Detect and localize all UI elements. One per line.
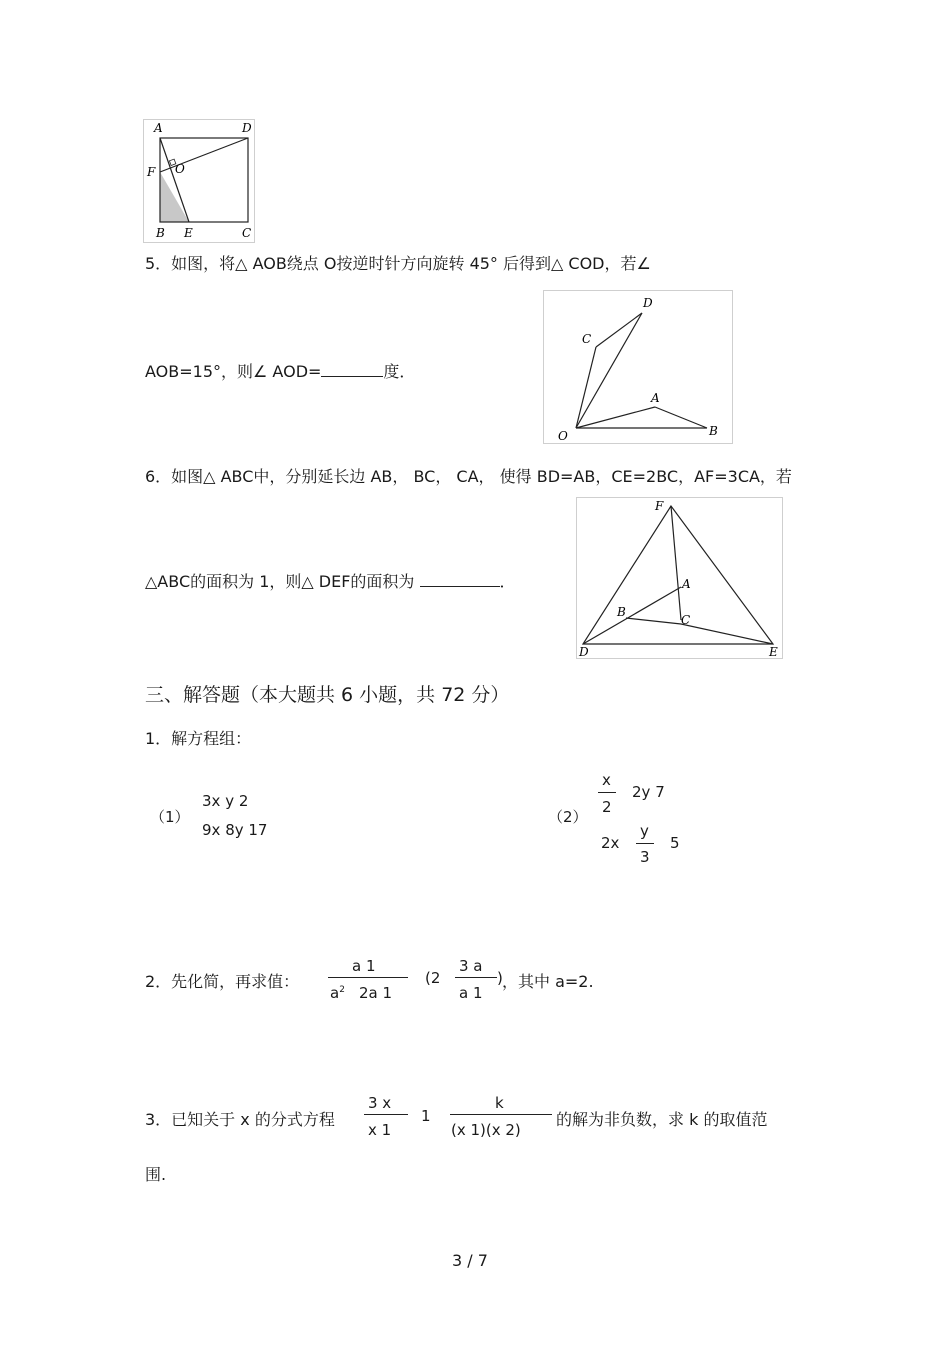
- q5-line2-text: AOB=15°，则∠ AOD=: [145, 362, 322, 381]
- q5-line1: 5．如图，将△ AOB绕点 O按逆时针方向旋转 45° 后得到△ COD，若∠: [145, 254, 651, 273]
- p3-suffix: 的解为非负数，求 k 的取值范: [556, 1110, 768, 1129]
- q5-answer-blank: [321, 362, 383, 377]
- p2-f2-bar: [455, 977, 497, 978]
- p3-f1-num: 3 x: [368, 1094, 392, 1112]
- rotation-figure: [543, 290, 733, 444]
- triangle-figure-drawing: [577, 498, 782, 658]
- q6-line2: [145, 569, 516, 592]
- p1-sub2-frac2-den: 3: [640, 848, 650, 866]
- p2-f1-den-rest: 2a 1: [358, 984, 392, 1002]
- p1-sub2-num: （2）: [548, 808, 588, 826]
- square-figure-drawing: [144, 120, 254, 242]
- p3-f2-num: k: [495, 1094, 504, 1112]
- q6-line2-text: △ABC的面积为 1，则△ DEF的面积为: [145, 572, 415, 591]
- p2-f2-num: 3 a: [459, 957, 483, 975]
- p2-f1-den-sup: 2: [339, 985, 345, 995]
- p2-f1-num: a 1: [352, 957, 376, 975]
- label-O: O: [175, 162, 185, 176]
- q5-line2: [145, 359, 415, 382]
- p2-paren-open: (2: [425, 969, 441, 987]
- section-title: 三、解答题（本大题共 6 小题，共 72 分）: [145, 684, 510, 706]
- p2-f1-den-a: a: [330, 984, 340, 1002]
- q6-line2-end: ．: [499, 572, 516, 591]
- p1-sub2-rest2: 5: [670, 834, 680, 852]
- label-B: B: [617, 605, 626, 619]
- q6-answer-blank: [420, 572, 500, 587]
- p3-f2-bar: [450, 1114, 552, 1115]
- p1-sub1-eq1: 3x y 2: [202, 792, 249, 810]
- p3-mid: 1: [421, 1107, 431, 1125]
- p3-f1-bar: [364, 1114, 408, 1115]
- p3-f1-den: x 1: [368, 1121, 392, 1139]
- label-D: D: [242, 121, 252, 135]
- label-B: B: [709, 424, 718, 438]
- p2-suffix: ，其中 a=2.: [502, 972, 594, 991]
- q5-line2-unit: 度．: [383, 362, 416, 381]
- p1-sub2-frac2-bar: [636, 843, 654, 844]
- p3-line2: 围.: [145, 1165, 167, 1184]
- label-B: B: [156, 226, 165, 240]
- p2-prefix: 2．先化简，再求值：: [145, 972, 300, 991]
- label-A: A: [154, 121, 163, 135]
- p3-prefix: 3．已知关于 x 的分式方程: [145, 1110, 335, 1129]
- triangle-figure: [576, 497, 783, 659]
- p3-f2-den: (x 1)(x 2): [451, 1121, 521, 1139]
- square-figure: [143, 119, 255, 243]
- label-C: C: [582, 332, 592, 346]
- p1-sub1-num: （1）: [150, 808, 190, 826]
- p1-sub2-frac2-num: y: [640, 822, 649, 840]
- label-E: E: [769, 645, 778, 658]
- p1-sub2-frac1-bar: [598, 792, 616, 793]
- label-C: C: [242, 226, 252, 240]
- label-E: E: [184, 226, 193, 240]
- label-F: F: [655, 499, 664, 513]
- p1-sub2-frac1-den: 2: [602, 798, 612, 816]
- p2-f2-den: a 1: [459, 984, 483, 1002]
- p1-sub1-eq2: 9x 8y 17: [202, 821, 268, 839]
- p1-sub2-rest1: 2y 7: [632, 783, 665, 801]
- label-C: C: [681, 613, 691, 627]
- p2-f1-bar: [328, 977, 408, 978]
- q6-line1: 6．如图△ ABC中，分别延长边 AB， BC， CA， 使得 BD=AB，CE=2BC，AF=3CA，若: [145, 467, 792, 486]
- label-A: A: [682, 577, 691, 591]
- page-number: 3 / 7: [452, 1251, 488, 1270]
- label-D: D: [643, 296, 653, 310]
- label-O: O: [558, 429, 568, 443]
- p2-paren-close: ): [497, 969, 503, 987]
- label-D: D: [579, 645, 589, 658]
- p2-f1-den: [330, 984, 392, 1002]
- label-A: A: [651, 391, 660, 405]
- label-F: F: [147, 165, 156, 179]
- p1-sub2-frac1-num: x: [602, 771, 611, 789]
- rotation-figure-drawing: [544, 291, 732, 443]
- p1-sub2-lead2: 2x: [601, 834, 620, 852]
- p1-title: 1．解方程组：: [145, 729, 252, 748]
